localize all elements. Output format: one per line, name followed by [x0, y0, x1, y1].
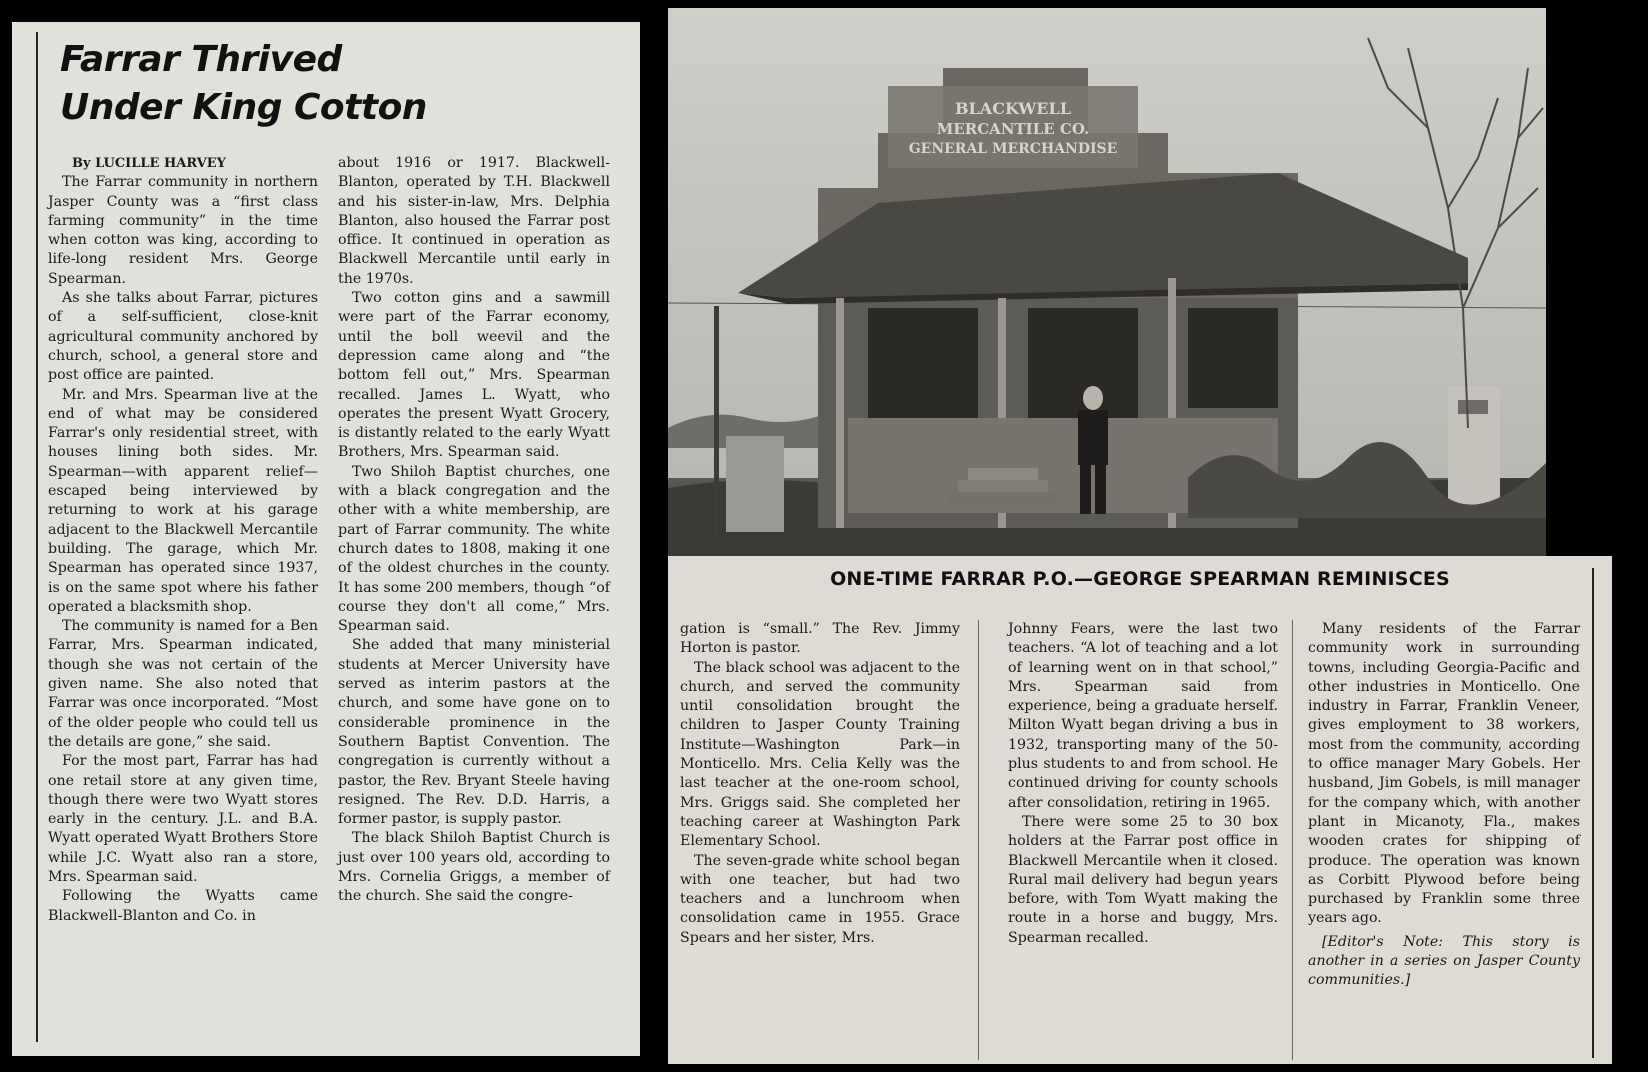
right-clipping: [668, 8, 1612, 1064]
paragraph: Many residents of the Farrar community work in surrounding towns, including Georgia-Pacific and other industries in Monticello. One industry in Farrar, Franklin Veneer, gives employment to 38 workers, most from the community, according to office manager Mary Gobels. Her husband, Jim Gobels, is mill manager for the company which, with another plant in Micanoty, Fla., makes wooden crates for shipping of produce. The operation was known as Corbitt Plywood before being purchased by Franklin some three years ago.: [1308, 621, 1580, 927]
article-column-4: [1008, 620, 1278, 948]
store-photo-illustration: [668, 8, 1546, 556]
byline: By LUCILLE HARVEY: [72, 156, 226, 171]
paragraph: The seven-grade white school began with one teacher, but had two teachers and a lunchroom when consolidation came in 1955. Grace Spears and her sister, Mrs.: [680, 852, 960, 946]
paragraph: The Farrar community in northern Jasper County was a “first class farming community” in the time when cotton was king, according to life-long resident Mrs. George Spearman.: [48, 174, 318, 287]
paragraph: The black school was adjacent to the church, and served the community until consolidation brought the children to Jasper County Training Institute—Washington Park—in Monticello. Mrs. Celia Kelly was the last teacher at the one-room school, Mrs. Griggs said. She completed her teaching career at Washington Park Elementary School.: [680, 659, 960, 850]
article-column-3: [680, 620, 960, 948]
headline-line-2: Under King Cotton: [60, 87, 427, 128]
editor-note: [Editor's Note: This story is another in a series on Jasper County communities.]: [1308, 933, 1580, 989]
sign-line-1: BLACKWELL: [955, 99, 1071, 118]
photo-caption: ONE-TIME FARRAR P.O.—GEORGE SPEARMAN REMINISCES: [830, 568, 1450, 590]
article-column-5: [1308, 620, 1580, 991]
paragraph: The community is named for a Ben Farrar, Mrs. Spearman indicated, though she was not certain of the given name. She also noted that Farrar was once incorporated. “Most of the older people who could tell us the details are gone,” she said.: [48, 618, 318, 750]
column-rule: [1592, 568, 1594, 1058]
paragraph: Johnny Fears, were the last two teachers. “A lot of teaching and a lot of learning went on in that school,” Mrs. Spearman said from experience, being a graduate herself. Milton Wyatt began driving a bus in 1932, transporting many of the 50-plus students to and from school. He continued driving for county schools after consolidation, retiring in 1965.: [1008, 621, 1278, 811]
paragraph: gation is “small.” The Rev. Jimmy Horton is pastor.: [680, 621, 960, 657]
column-rule: [978, 620, 979, 1060]
paragraph: Following the Wyatts came Blackwell-Blanton and Co. in: [48, 888, 318, 924]
paragraph: There were some 25 to 30 box holders at the Farrar post office in Blackwell Mercantile when it closed. Rural mail delivery had begun years before, with Tom Wyatt making the route in a horse and buggy, Mrs. Spearman recalled.: [1008, 813, 1278, 946]
paragraph: The black Shiloh Baptist Church is just over 100 years old, according to Mrs. Cornelia Griggs, a member of the church. She said the congre-: [338, 830, 610, 905]
column-rule: [36, 32, 38, 1042]
sign-line-3: GENERAL MERCHANDISE: [908, 141, 1118, 157]
paragraph: As she talks about Farrar, pictures of a self-sufficient, close-knit agricultural community anchored by church, school, a general store and post office are painted.: [48, 290, 318, 384]
article-column-1: [48, 154, 318, 926]
paragraph: Two cotton gins and a sawmill were part of the Farrar economy, until the boll weevil and the depression came along and “the bottom fell out,” Mrs. Spearman recalled. James L. Wyatt, who operates the present Wyatt Grocery, is distantly related to the early Wyatt Brothers, Mrs. Spearman said.: [338, 290, 610, 461]
headline-line-1: Farrar Thrived: [60, 39, 342, 80]
headline: [60, 36, 580, 132]
column-rule: [1292, 620, 1293, 1060]
left-clipping: [12, 22, 640, 1056]
paragraph: about 1916 or 1917. Blackwell-Blanton, operated by T.H. Blackwell and his sister-in-law, Mrs. Delphia Blanton, also housed the Farrar post office. It continued in operation as Blackwell Mercantile until early in the 1970s.: [338, 155, 610, 287]
paragraph: She added that many ministerial students at Mercer University have served as interim pastors at the church, and some have gone on to considerable prominence in the Southern Baptist Convention. The congregation is currently without a pastor, the Rev. Bryant Steele having resigned. The Rev. D.D. Harris, a former pastor, is supply pastor.: [338, 637, 610, 828]
store-photo: [668, 8, 1546, 556]
paragraph: Two Shiloh Baptist churches, one with a black congregation and the other with a white membership, are part of Farrar community. The white church dates to 1808, making it one of the oldest churches in the county. It has some 200 members, though “of course they don't all come,” Mrs. Spearman said.: [338, 463, 610, 635]
sign-line-2: MERCANTILE CO.: [936, 120, 1090, 138]
article-column-2: [338, 154, 610, 907]
paragraph: Mr. and Mrs. Spearman live at the end of what may be considered Farrar's only residential street, with houses lining both sides. Mr. Spearman—with apparent relief—escaped being interviewed by returning to work at his garage adjacent to the Blackwell Mercantile building. The garage, which Mr. Spearman has operated since 1937, is on the same spot where his father operated a blacksmith shop.: [48, 386, 318, 615]
paragraph: For the most part, Farrar has had one retail store at any given time, though there were two Wyatt stores early in the century. J.L. and B.A. Wyatt operated Wyatt Brothers Store while J.C. Wyatt also ran a store, Mrs. Spearman said.: [48, 753, 318, 885]
